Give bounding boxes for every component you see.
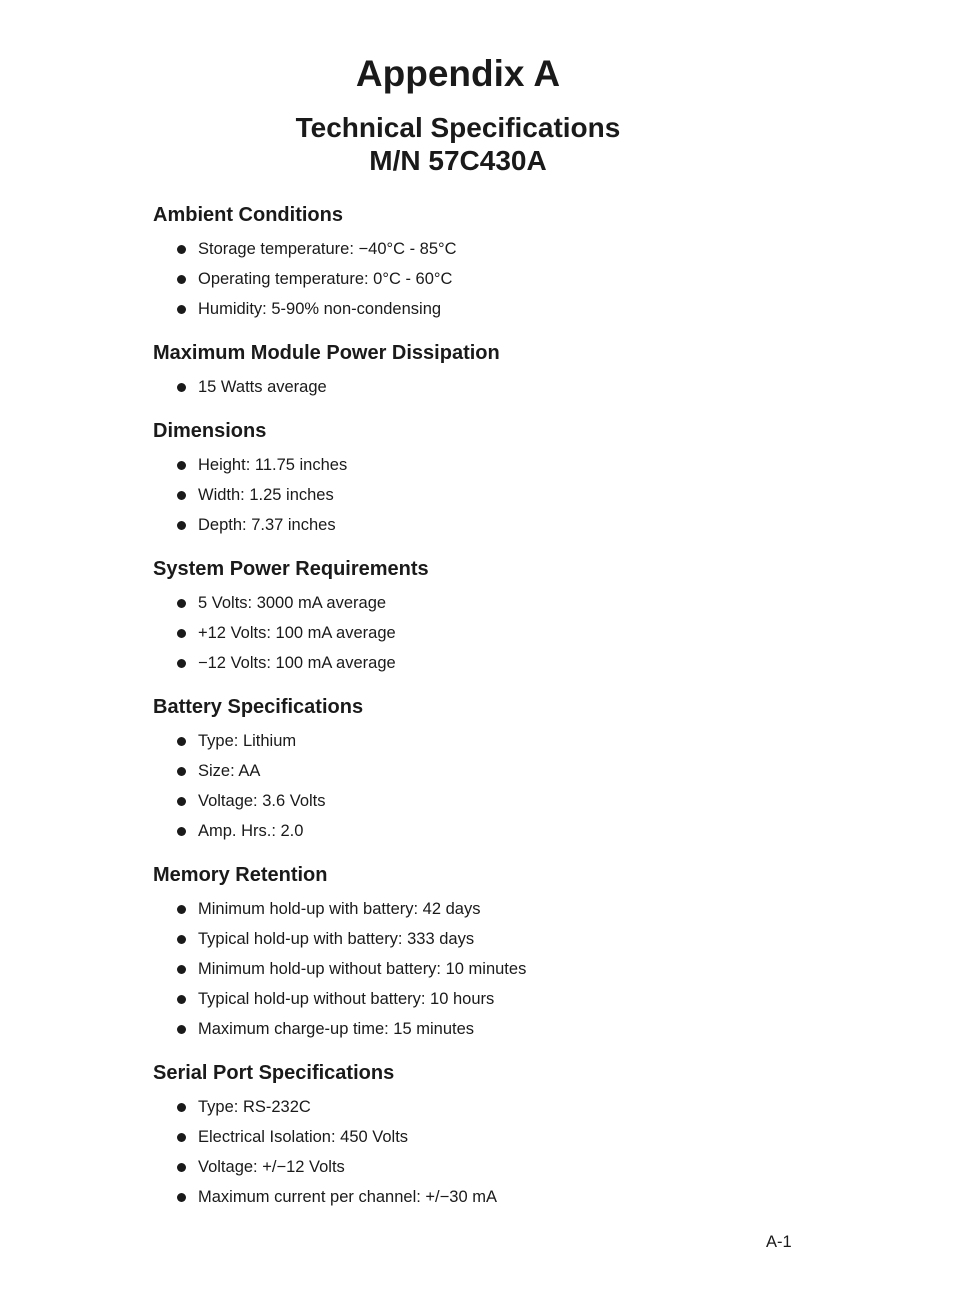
bullet-icon xyxy=(177,797,186,806)
item-text: Amp. Hrs.: 2.0 xyxy=(198,822,304,840)
item-text: Type: Lithium xyxy=(198,732,297,750)
bullet-icon xyxy=(177,1103,186,1112)
list-item xyxy=(153,1122,803,1152)
section-dimensions xyxy=(153,418,803,540)
list-item xyxy=(153,726,803,756)
list-item xyxy=(153,786,803,816)
item-text: Storage temperature: −40°C - 85°C xyxy=(198,240,457,258)
bullet-icon xyxy=(177,1193,186,1202)
bullet-icon xyxy=(177,599,186,608)
list-item xyxy=(153,372,803,402)
bullet-icon xyxy=(177,491,186,500)
bullet-icon xyxy=(177,521,186,530)
item-text: Typical hold-up with battery: 333 days xyxy=(198,930,475,948)
bullet-icon xyxy=(177,905,186,914)
item-text: 5 Volts: 3000 mA average xyxy=(198,594,387,612)
section-heading: Maximum Module Power Dissipation xyxy=(153,342,500,364)
spec-list xyxy=(153,588,803,678)
subtitle-line-2: M/N 57C430A xyxy=(369,145,547,176)
spec-list xyxy=(153,450,803,540)
list-item xyxy=(153,1014,803,1044)
item-text: Voltage: +/−12 Volts xyxy=(198,1158,345,1176)
bullet-icon xyxy=(177,767,186,776)
bullet-icon xyxy=(177,245,186,254)
item-text: Height: 11.75 inches xyxy=(198,456,348,474)
spec-list xyxy=(153,894,803,1044)
section-ambient-conditions xyxy=(153,202,803,324)
bullet-icon xyxy=(177,1163,186,1172)
item-text: Maximum current per channel: +/−30 mA xyxy=(198,1188,497,1206)
section-memory-retention xyxy=(153,862,803,1044)
item-text: Electrical Isolation: 450 Volts xyxy=(198,1128,409,1146)
list-item xyxy=(153,450,803,480)
spec-list xyxy=(153,726,803,846)
section-heading: Dimensions xyxy=(153,420,267,442)
item-text: Voltage: 3.6 Volts xyxy=(198,792,326,810)
bullet-icon xyxy=(177,827,186,836)
item-text: Typical hold-up without battery: 10 hours xyxy=(198,990,495,1008)
section-system-power xyxy=(153,556,803,678)
bullet-icon xyxy=(177,629,186,638)
bullet-icon xyxy=(177,965,186,974)
section-heading: Battery Specifications xyxy=(153,696,364,718)
bullet-icon xyxy=(177,383,186,392)
list-item xyxy=(153,1092,803,1122)
list-item xyxy=(153,480,803,510)
appendix-title: Appendix A xyxy=(355,53,561,94)
list-item xyxy=(153,954,803,984)
list-item xyxy=(153,894,803,924)
list-item xyxy=(153,234,803,264)
list-item xyxy=(153,756,803,786)
section-heading: Ambient Conditions xyxy=(153,204,343,226)
bullet-icon xyxy=(177,1133,186,1142)
item-text: Size: AA xyxy=(198,762,261,780)
list-item xyxy=(153,618,803,648)
item-text: Humidity: 5-90% non-condensing xyxy=(198,300,442,318)
bullet-icon xyxy=(177,995,186,1004)
bullet-icon xyxy=(177,305,186,314)
list-item xyxy=(153,588,803,618)
section-heading: Serial Port Specifications xyxy=(153,1062,395,1084)
spec-list xyxy=(153,1092,803,1212)
list-item xyxy=(153,924,803,954)
item-text: Type: RS-232C xyxy=(198,1098,311,1116)
document-subtitle xyxy=(0,111,916,177)
section-serial-port xyxy=(153,1060,803,1212)
bullet-icon xyxy=(177,935,186,944)
item-text: Maximum charge-up time: 15 minutes xyxy=(198,1020,475,1038)
spec-list xyxy=(153,234,803,324)
list-item xyxy=(153,1152,803,1182)
list-item xyxy=(153,294,803,324)
item-text: +12 Volts: 100 mA average xyxy=(198,624,396,642)
list-item xyxy=(153,984,803,1014)
item-text: 15 Watts average xyxy=(198,378,327,396)
section-heading: System Power Requirements xyxy=(153,558,429,580)
bullet-icon xyxy=(177,461,186,470)
bullet-icon xyxy=(177,737,186,746)
list-item xyxy=(153,510,803,540)
item-text: Width: 1.25 inches xyxy=(198,486,334,504)
specifications-content xyxy=(153,202,803,1228)
bullet-icon xyxy=(177,659,186,668)
spec-list xyxy=(153,372,803,402)
item-text: Minimum hold-up without battery: 10 minutes xyxy=(198,960,527,978)
list-item xyxy=(153,648,803,678)
bullet-icon xyxy=(177,1025,186,1034)
bullet-icon xyxy=(177,275,186,284)
section-battery xyxy=(153,694,803,846)
item-text: Minimum hold-up with battery: 42 days xyxy=(198,900,481,918)
item-text: Operating temperature: 0°C - 60°C xyxy=(198,270,453,288)
section-heading: Memory Retention xyxy=(153,864,328,886)
page-number: A-1 xyxy=(766,1233,792,1251)
subtitle-line-1: Technical Specifications xyxy=(295,112,621,143)
item-text: Depth: 7.37 inches xyxy=(198,516,336,534)
list-item xyxy=(153,1182,803,1212)
list-item xyxy=(153,816,803,846)
section-power-dissipation xyxy=(153,340,803,402)
list-item xyxy=(153,264,803,294)
item-text: −12 Volts: 100 mA average xyxy=(198,654,396,672)
